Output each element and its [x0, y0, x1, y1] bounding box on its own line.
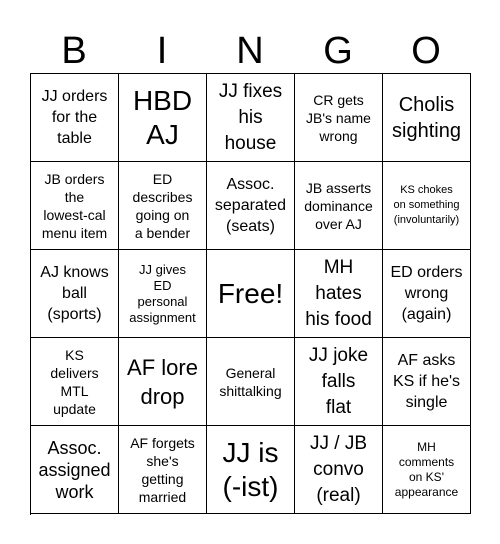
cell-text: General shittalking: [219, 364, 282, 399]
bingo-cell[interactable]: [207, 338, 295, 426]
cell-text: JJ is (-ist): [222, 436, 279, 502]
bingo-cell[interactable]: [119, 162, 207, 250]
cell-text: Cholis sighting: [392, 93, 461, 142]
bingo-cell[interactable]: [295, 338, 383, 426]
bingo-board: [30, 73, 471, 515]
cell-text: Assoc. assigned work: [38, 437, 111, 502]
cell-text: Free!: [217, 277, 284, 309]
bingo-cell[interactable]: [383, 162, 471, 250]
bingo-cell[interactable]: [383, 250, 471, 338]
cell-text: HBD AJ: [132, 84, 193, 150]
cell-text: JB asserts dominance over AJ: [304, 179, 373, 232]
cell-text: AF forgets she's getting married: [130, 434, 195, 505]
cell-text: JJ joke falls flat: [308, 344, 369, 418]
bingo-cell[interactable]: [31, 338, 119, 426]
header-letter-i: I: [156, 30, 168, 72]
bingo-cell[interactable]: [119, 426, 207, 514]
cell-text: AF lore drop: [127, 354, 198, 409]
bingo-cell[interactable]: [295, 162, 383, 250]
cell-text: JJ orders for the table: [41, 88, 108, 147]
free-space-cell[interactable]: [207, 250, 295, 338]
cell-text: ED orders wrong (again): [390, 264, 463, 323]
bingo-cell[interactable]: [31, 74, 119, 162]
cell-text: MH hates his food: [305, 256, 372, 330]
bingo-header: [30, 28, 470, 74]
bingo-cell[interactable]: [207, 162, 295, 250]
bingo-cell[interactable]: [31, 426, 119, 514]
bingo-cell[interactable]: [207, 74, 295, 162]
bingo-cell[interactable]: [119, 250, 207, 338]
cell-text: KS delivers MTL update: [50, 346, 99, 417]
cell-text: KS chokes on something (involuntarily): [393, 184, 460, 226]
bingo-cell[interactable]: [31, 162, 119, 250]
bingo-cell[interactable]: [31, 250, 119, 338]
bingo-cell[interactable]: [119, 74, 207, 162]
cell-text: CR gets JB's name wrong: [306, 91, 371, 144]
bingo-cell[interactable]: [295, 250, 383, 338]
header-letter-b: B: [61, 30, 87, 72]
cell-text: ED describes going on a bender: [132, 170, 193, 241]
cell-text: MH comments on KS' appearance: [394, 439, 459, 499]
cell-text: Assoc. separated (seats): [214, 176, 287, 235]
header-letter-n: N: [236, 30, 264, 72]
cell-text: JJ gives ED personal assignment: [129, 261, 196, 325]
bingo-cell[interactable]: [295, 426, 383, 514]
cell-text: JB orders the lowest-cal menu item: [41, 170, 108, 241]
bingo-cell[interactable]: [383, 426, 471, 514]
bingo-cell[interactable]: [119, 338, 207, 426]
cell-text: AJ knows ball (sports): [40, 264, 109, 323]
cell-text: JJ fixes his house: [218, 80, 283, 154]
bingo-cell[interactable]: [383, 338, 471, 426]
cell-text: AF asks KS if he's single: [392, 352, 461, 411]
bingo-cell[interactable]: [207, 426, 295, 514]
header-letter-g: G: [323, 30, 353, 72]
cell-text: JJ / JB convo (real): [309, 432, 367, 506]
bingo-cell[interactable]: [295, 74, 383, 162]
bingo-cell[interactable]: [383, 74, 471, 162]
header-letter-o: O: [411, 30, 441, 72]
